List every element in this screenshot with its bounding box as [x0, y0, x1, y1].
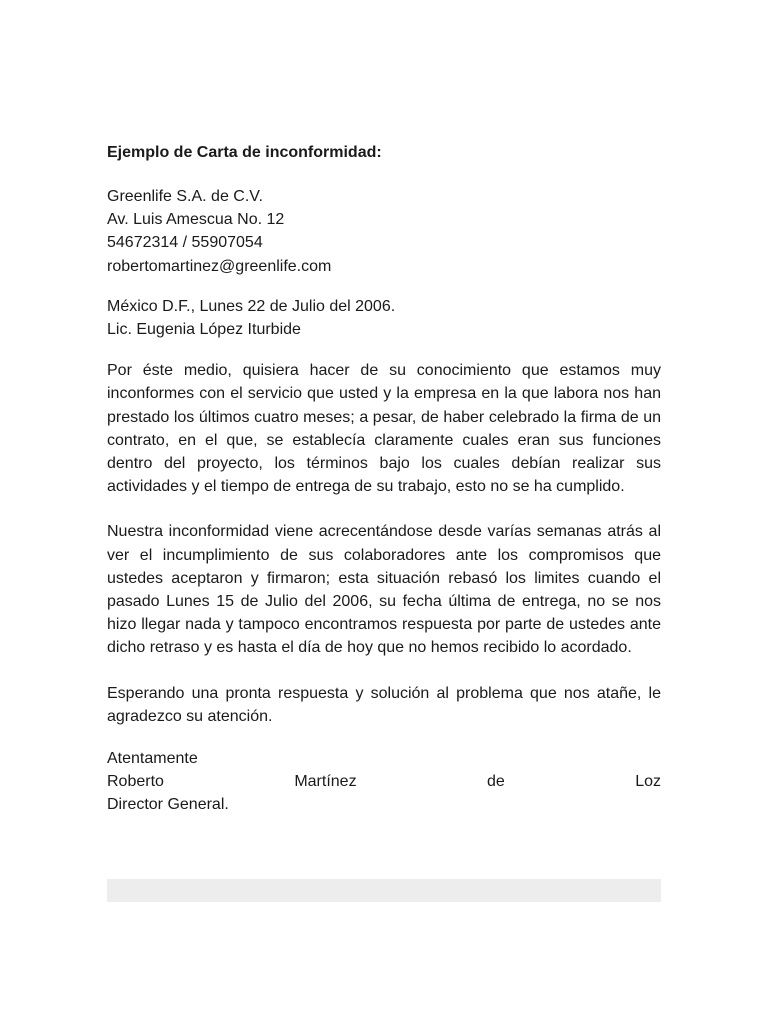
closing-text: Atentamente — [107, 750, 198, 768]
sender-phones: 54672314 / 55907054 — [107, 234, 263, 252]
sender-email: robertomartinez@greenlife.com — [107, 257, 332, 275]
body-paragraph-1: Por éste medio, quisiera hacer de su conocimiento que estamos muy inconformes con el servicio que usted y la empresa en la que labora nos han prestado los últimos cuatro meses; a pesar, de haber celebrado la firma de un contrato, en el que, se establecía claramente cuales eran sus funciones dentro del proyecto, los términos bajo los cuales debían realizar sus actividades y el tiempo de entrega de su trabajo, esto no se ha cumplido. — [107, 362, 661, 496]
letter-page — [107, 141, 661, 834]
signature-title: Director General. — [107, 796, 229, 814]
signature-word-1: Roberto — [107, 773, 164, 791]
signature-name — [107, 770, 661, 793]
date-line: México D.F., Lunes 22 de Julio del 2006. — [107, 297, 396, 315]
signature-word-4: Loz — [635, 773, 661, 791]
sender-address: Av. Luis Amescua No. 12 — [107, 211, 285, 229]
body-paragraph-3: Esperando una pronta respuesta y solución al problema que nos atañe, le agradezco su atención. — [107, 684, 661, 725]
sender-company: Greenlife S.A. de C.V. — [107, 188, 263, 205]
date-recipient-block — [107, 295, 661, 341]
recipient-name: Lic. Eugenia López Iturbide — [107, 321, 301, 339]
signature-word-3: de — [486, 773, 505, 791]
signature-block — [107, 747, 661, 817]
sender-block — [107, 185, 661, 278]
body-paragraph-2: Nuestra inconformidad viene acrecentándose desde varías semanas atrás al ver el incumplimiento de sus colaboradores ante los compromisos que ustedes aceptaron y firmaron; esta situación rebasó los limites cuando el pasado Lunes 15 de Julio del 2006, su fecha última de entrega, no se nos hizo llegar nada y tampoco encontramos respuesta por parte de ustedes ante dicho retraso y es hasta el día de hoy que no hemos recibido lo acordado. — [107, 523, 661, 657]
gray-footer-bar — [107, 879, 661, 902]
signature-word-2: Martínez — [294, 773, 357, 791]
document-title: Ejemplo de Carta de inconformidad: — [107, 144, 382, 161]
